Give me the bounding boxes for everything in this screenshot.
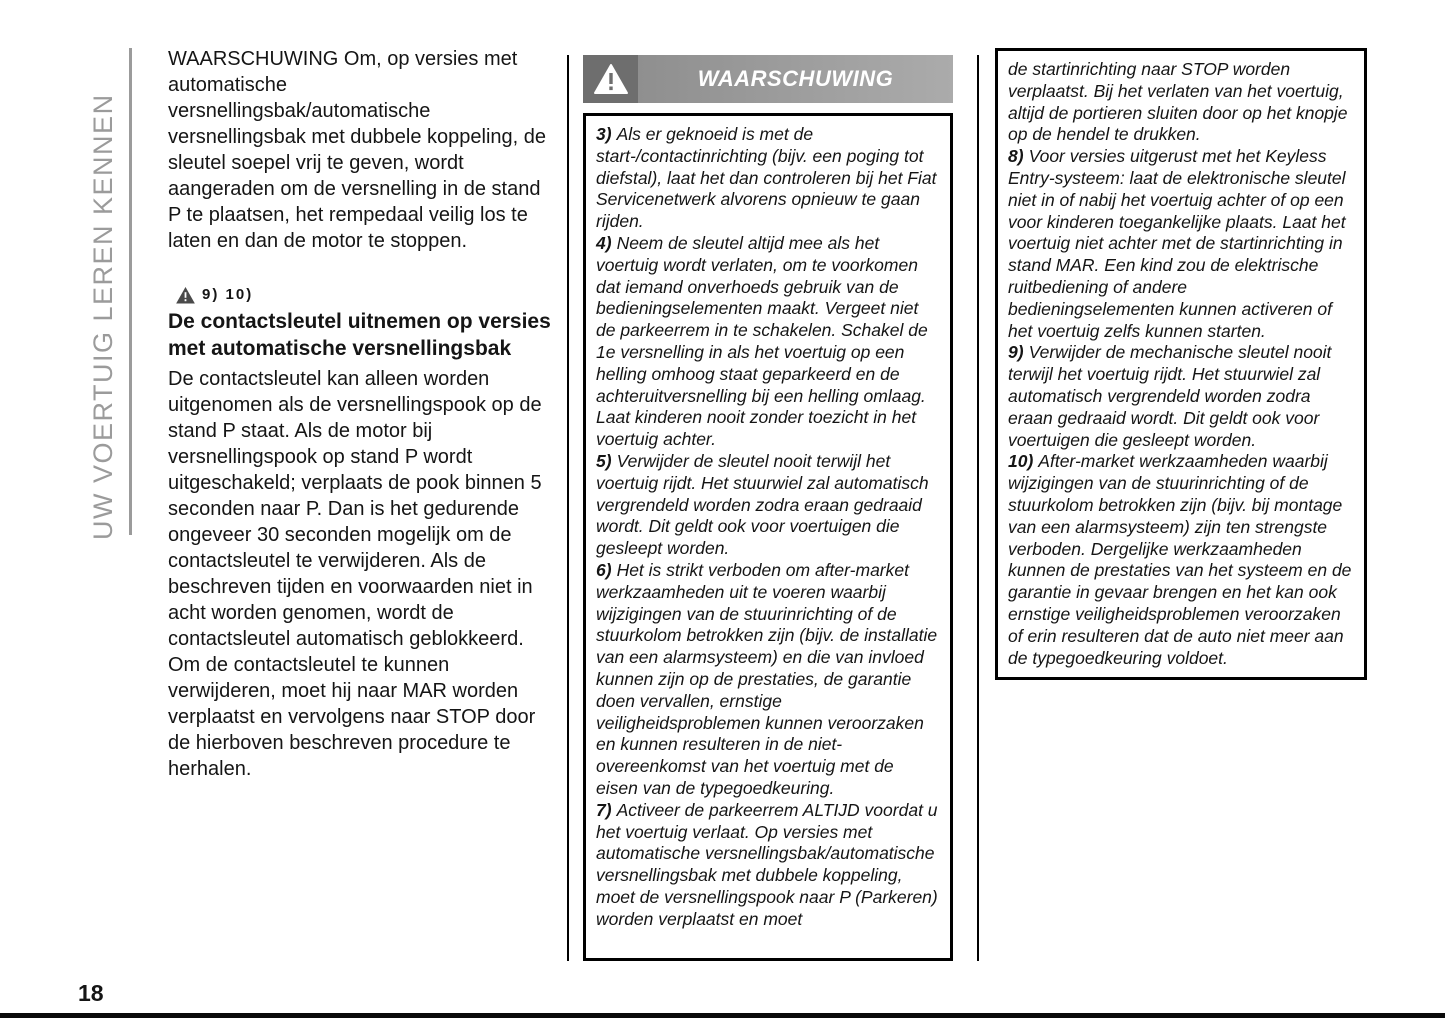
warning-item-text: Verwijder de sleutel nooit terwijl het voertuig rijdt. Het stuurwiel zal automatisch vergrendeld worden zodra eraan gedraaid wordt. Dit geldt ook voor voertuigen die gesleept worden.: [596, 450, 929, 559]
warning-triangle-icon: [593, 63, 629, 95]
sidebar-divider: [129, 48, 132, 535]
warning-box-items-3-7: [583, 113, 953, 961]
warning-item: [1008, 342, 1354, 451]
warning-icon-box: [583, 55, 638, 103]
warning-item-text: Als er geknoeid is met de start-/contactinrichting (bijv. een poging tot diefstal), laat het dan controleren bij het Fiat Servicenetwerk alvorens opnieuw te gaan rijden.: [596, 124, 937, 232]
warning-item-number: 6): [596, 559, 612, 580]
warning-item: [596, 800, 940, 931]
warning-item: [596, 451, 940, 560]
warning-item-number: 8): [1008, 146, 1024, 167]
warning-continuation-text: de startinrichting naar STOP worden verplaatst. Bij het verlaten van het voertuig, altijd de portieren sluiten door op het knopje op de hendel te drukken.: [1008, 59, 1348, 145]
column-1: [168, 46, 554, 782]
chapter-sidebar-label: UW VOERTUIG LEREN KENNEN: [88, 93, 118, 540]
warning-item-text: After-market werkzaamheden waarbij wijzigingen van de stuurinrichting of de stuurkolom betrokken zijn (bijv. bij montage van een alarmsysteem) zijn ten strengste verboden. Dergelijke werkzaamheden kunnen de prestaties van het systeem en de garantie in gevaar brengen en het kan ook ernstige veiligheidsproblemen veroorzaken of erin resulteren dat de auto niet meer aan de typegoedkeuring voldoet.: [1008, 451, 1352, 668]
warning-item-text: Neem de sleutel altijd mee als het voertuig wordt verlaten, om te voorkomen dat iemand onverhoeds gebruik van de bedieningselementen maakt. Vergeet niet de parkeerrem in te schakelen. Schakel de 1e versnelling in als het voertuig op een helling omhoog staat geparkeerd en de achteruitversnelling bij een helling omlaag. Laat kinderen nooit zonder toezicht in het voertuig achter.: [596, 232, 928, 450]
column-divider-2: [977, 55, 979, 961]
page-number: 18: [78, 980, 104, 1006]
warning-item-text: Activeer de parkeerrem ALTIJD voordat u het voertuig verlaat. Op versies met automatische versnellingsbak/automatische versnellingsbak met dubbele koppeling, moet de versnellingspook naar P (Parkeren) worden verplaatst en moet: [596, 799, 938, 929]
page-bottom-edge: [0, 1013, 1445, 1018]
warning-item: [596, 233, 940, 451]
warning-item: [596, 124, 940, 233]
intro-paragraph: WAARSCHUWING Om, op versies met automatische versnellingsbak/automatische versnellingsbak met dubbele koppeling, de sleutel soepel vrij te geven, wordt aangeraden om de versnelling in de stand P te plaatsen, het rempedaal veilig los te laten en dan de motor te stoppen.: [168, 48, 547, 252]
warning-triangle-icon: [176, 287, 195, 304]
warning-item-text: Voor versies uitgerust met het Keyless Entry-systeem: laat de elektronische sleutel niet in of nabij het voertuig achter of op een voor kinderen toegankelijke plaats. Laat het voertuig niet achter met de startinrichting in stand MAR. Een kind zou de elektrische ruitbediening of andere bedieningselementen kunnen activeren of het voertuig zelfs kunnen starten.: [1008, 146, 1346, 341]
warning-banner-title: WAARSCHUWING: [638, 55, 953, 103]
warning-banner: [583, 55, 953, 103]
column-divider-1: [567, 55, 569, 961]
warning-item: [1008, 451, 1354, 669]
section-heading: De contactsleutel uitnemen op versies met automatische versnellingsbak: [168, 310, 551, 360]
warning-item-number: 4): [596, 232, 612, 253]
warning-item-number: 7): [596, 799, 612, 820]
warning-item-number: 9): [1008, 342, 1024, 363]
warning-item-text: Het is strikt verboden om after-market werkzaamheden uit te voeren waarbij wijzigingen van de stuurinrichting of de stuurkolom betrokken zijn (bijv. de installatie van een alarmsysteem) en die van invloed kunnen zijn op de prestaties, de garantie doen vervallen, ernstige veiligheidsproblemen kunnen veroorzaken en kunnen resulteren in de niet-overeenkomst van het voertuig met de eisen van de typegoedkeuring.: [596, 559, 938, 798]
warning-item-text: Verwijder de mechanische sleutel nooit terwijl het voertuig rijdt. Het stuurwiel zal automatisch vergrendeld worden zodra eraan gedraaid wordt. Dit geldt ook voor voertuigen die gesleept worden.: [1008, 342, 1332, 450]
warning-item-number: 10): [1008, 451, 1034, 472]
body-paragraph: De contactsleutel kan alleen worden uitgenomen als de versnellingspook op de stand P staat. Als de motor bij versnellingspook op stand P wordt uitgeschakeld; verplaats de pook binnen 5 seconden naar P. Dan is het gedurende ongeveer 30 seconden mogelijk om de contactsleutel te verwijderen. Als de beschreven tijden en voorwaarden niet in acht worden genomen, wordt de contactsleutel automatisch geblokkeerd. Om de contactsleutel te kunnen verwijderen, moet hij naar MAR worden verplaatst en vervolgens naar STOP door de hierboven beschreven procedure te herhalen.: [168, 368, 542, 780]
warning-box-items-8-10: [995, 48, 1367, 680]
warning-item-number: 5): [596, 450, 612, 471]
note-reference-numbers: 9) 10): [202, 286, 254, 303]
warning-item: [1008, 146, 1354, 342]
warning-item-number: 3): [596, 124, 612, 144]
warning-item: [596, 560, 940, 800]
note-reference-row: [176, 282, 554, 308]
